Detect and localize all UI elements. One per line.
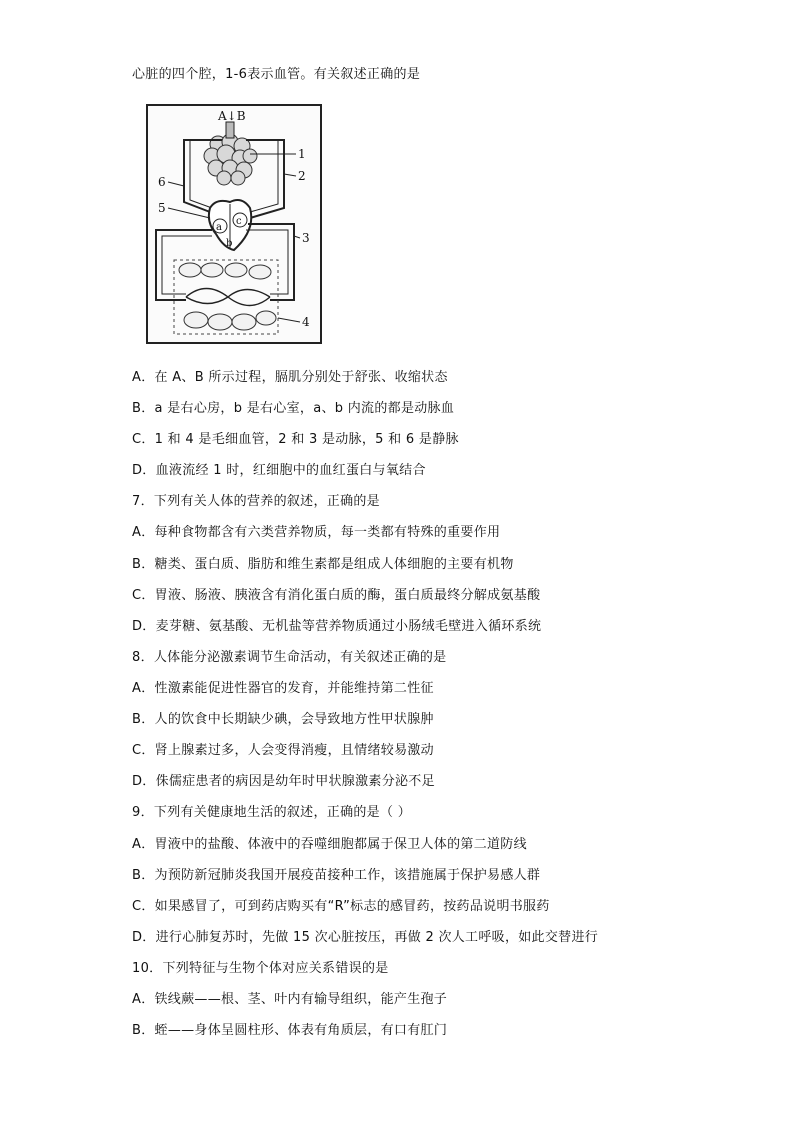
label-1: 1 xyxy=(298,147,306,161)
trachea xyxy=(226,122,234,138)
option-line: C．肾上腺素过多，人会变得消瘦，且情绪较易激动 xyxy=(132,743,434,758)
question-stem: 8．人体能分泌激素调节生命活动，有关叙述正确的是 xyxy=(132,650,447,665)
option-line: D．侏儒症患者的病因是幼年时甲状腺激素分泌不足 xyxy=(132,774,435,789)
label-3: 3 xyxy=(302,231,310,245)
label-2: 2 xyxy=(298,169,306,183)
label-6: 6 xyxy=(158,175,166,189)
option-line: A．胃液中的盐酸、体液中的吞噬细胞都属于保卫人体的第二道防线 xyxy=(132,837,527,852)
question-stem: 9．下列有关健康地生活的叙述，正确的是（ ） xyxy=(132,805,412,820)
label-b: b xyxy=(226,238,233,249)
option-line: D．血液流经 1 时，红细胞中的血红蛋白与氧结合 xyxy=(132,463,426,478)
label-a: a xyxy=(216,222,222,233)
option-line: C．1 和 4 是毛细血管，2 和 3 是动脉，5 和 6 是静脉 xyxy=(132,432,459,447)
option-line: B．人的饮食中长期缺少碘，会导致地方性甲状腺肿 xyxy=(132,712,434,727)
label-5: 5 xyxy=(158,201,166,215)
option-line: A．铁线蕨——根、茎、叶内有输导组织，能产生孢子 xyxy=(132,992,448,1007)
label-4: 4 xyxy=(302,315,310,329)
circulation-diagram xyxy=(146,104,322,344)
question-stem: 7．下列有关人体的营养的叙述，正确的是 xyxy=(132,494,380,509)
option-line: A．在 A、B 所示过程，膈肌分别处于舒张、收缩状态 xyxy=(132,370,448,385)
option-line: A．性激素能促进性器官的发育，并能维持第二性征 xyxy=(132,681,434,696)
question-stem: 心脏的四个腔，1-6表示血管。有关叙述正确的是 xyxy=(132,67,421,82)
question-stem: 10．下列特征与生物个体对应关系错误的是 xyxy=(132,961,389,976)
option-line: A．每种食物都含有六类营养物质，每一类都有特殊的重要作用 xyxy=(132,525,501,540)
option-line: C．如果感冒了，可到药店购买有“R”标志的感冒药，按药品说明书服药 xyxy=(132,899,550,914)
option-line: D．麦芽糖、氨基酸、无机盐等营养物质通过小肠绒毛壁进入循环系统 xyxy=(132,619,542,634)
option-line: D．进行心肺复苏时，先做 15 次心脏按压，再做 2 次人工呼吸，如此交替进行 xyxy=(132,930,599,945)
label-c: c xyxy=(236,216,242,227)
option-line: B．为预防新冠肺炎我国开展疫苗接种工作，该措施属于保护易感人群 xyxy=(132,868,541,883)
option-line: B．a 是右心房，b 是右心室，a、b 内流的都是动脉血 xyxy=(132,401,455,416)
option-line: C．胃液、肠液、胰液含有消化蛋白质的酶，蛋白质最终分解成氨基酸 xyxy=(132,588,541,603)
option-line: B．蛭——身体呈圆柱形、体表有角质层，有口有肛门 xyxy=(132,1023,448,1038)
option-line: B．糖类、蛋白质、脂肪和维生素都是组成人体细胞的主要有机物 xyxy=(132,557,514,572)
label-ab: A↓B xyxy=(218,109,246,123)
